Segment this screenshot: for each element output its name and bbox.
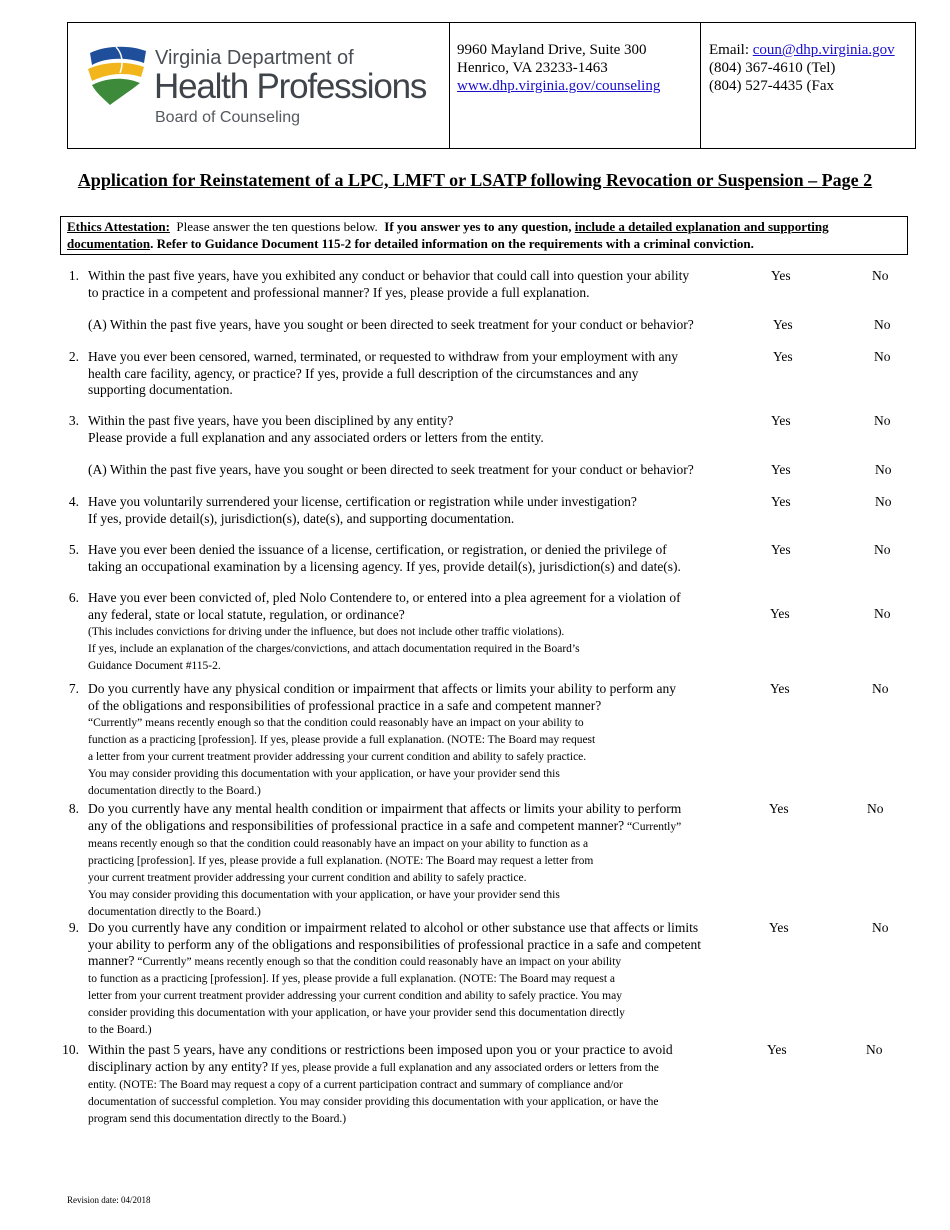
question-text	[88, 681, 738, 799]
question-line-text: manner?	[88, 953, 135, 968]
question-number: 2.	[68, 349, 79, 364]
question-line	[88, 987, 738, 1004]
question-line	[88, 748, 738, 765]
contact-block	[701, 23, 915, 148]
question-line-text: Do you currently have any mental health condition or impairment that affects or limits your ability to perform	[88, 801, 682, 816]
question-line-text: disciplinary action by any entity?	[88, 1058, 268, 1074]
question-line-text: (A) Within the past five years, have you sought or been directed to seek treatment for your conduct or behavior?	[88, 462, 694, 477]
fax-line: (804) 527-4435 (Fax	[709, 78, 834, 94]
question-line	[88, 953, 738, 970]
address-line-2: Henrico, VA 23233-1463	[457, 60, 608, 76]
question-line-text: Guidance Document #115-2.	[88, 660, 221, 672]
question-line	[88, 681, 738, 698]
question-line	[88, 782, 738, 799]
question-line	[88, 903, 738, 920]
yes-option[interactable]: Yes	[770, 681, 790, 696]
question-line	[88, 1004, 738, 1021]
no-option[interactable]: No	[875, 494, 892, 509]
question-line-text: Do you currently have any condition or impairment related to alcohol or other substance use that affects or limits	[88, 920, 699, 935]
question-line-text: documentation directly to the Board.)	[88, 785, 261, 797]
email-label: Email:	[709, 42, 753, 58]
question-line-text: means recently enough so that the condition could reasonably have an impact on your ability to function as a	[88, 837, 589, 850]
question-number: 10.	[62, 1042, 79, 1057]
question-line	[88, 1042, 738, 1059]
email-line	[709, 41, 915, 59]
question-text	[88, 317, 738, 334]
question-line-text: Have you ever been censored, warned, terminated, or requested to withdraw from your employment with any	[88, 349, 679, 364]
question-line-text: practicing [profession]. If yes, please provide a full explanation. (NOTE: The Board may request a letter from	[88, 854, 594, 867]
question-line	[88, 285, 738, 302]
question-line-note: “Currently”	[624, 820, 682, 833]
no-option[interactable]: No	[872, 920, 889, 935]
no-option[interactable]: No	[874, 606, 891, 621]
question-line-text: Do you currently have any physical condition or impairment that affects or limits your ability to perform any	[88, 681, 676, 696]
question-line	[88, 462, 738, 479]
phone-line: (804) 367-4610 (Tel)	[709, 60, 836, 76]
no-option[interactable]: No	[875, 462, 892, 477]
ethics-label: Ethics Attestation:	[67, 219, 170, 234]
dhp-logo-icon	[86, 43, 148, 107]
question-number: 9.	[68, 920, 79, 935]
ethics-bold-underlined: include a detailed explanation and supporting documentation	[67, 219, 829, 251]
logo-line-3: Board of Counseling	[155, 109, 300, 126]
no-option[interactable]: No	[874, 349, 891, 364]
yes-option[interactable]: Yes	[771, 413, 791, 428]
address-block	[450, 23, 701, 148]
question-line-text: entity. (NOTE: The Board may request a copy of a current participation contract and summary of compliance and/or	[88, 1078, 623, 1091]
question-line-text: consider providing this documentation with your application, or have your provider send this documentation directly	[88, 1007, 625, 1019]
question-line-text: letter from your current treatment provider addressing your current condition and ability to safely practice. You may	[88, 990, 622, 1002]
question-line	[88, 1021, 738, 1038]
question-line	[88, 920, 738, 937]
question-line	[88, 640, 738, 657]
letterhead	[67, 22, 916, 149]
question-line	[88, 590, 738, 607]
question-text	[88, 542, 738, 575]
question-line-text: Within the past five years, have you been disciplined by any entity?	[88, 413, 454, 428]
question-line-text: (This includes convictions for driving under the influence, but does not include other traffic violations).	[88, 626, 565, 638]
yes-option[interactable]: Yes	[771, 268, 791, 283]
question-line	[88, 852, 738, 869]
question-line-text: (A) Within the past five years, have you sought or been directed to seek treatment for your conduct or behavior?	[88, 317, 694, 332]
question-line	[88, 623, 738, 640]
yes-option[interactable]: Yes	[771, 542, 791, 557]
question-line	[88, 1076, 738, 1093]
question-line-text: You may consider providing this documentation with your application, or have your provider send this	[88, 888, 560, 901]
question-line	[88, 1110, 738, 1127]
question-text	[88, 462, 738, 479]
question-line	[88, 731, 738, 748]
question-line-text: “Currently” means recently enough so that the condition could reasonably have an impact on your ability to	[88, 717, 584, 729]
question-line	[88, 1093, 738, 1110]
question-line	[88, 1059, 738, 1076]
question-line-text: documentation directly to the Board.)	[88, 905, 261, 918]
question-line	[88, 869, 738, 886]
question-line	[88, 714, 738, 731]
question-text	[88, 268, 738, 301]
question-text	[88, 413, 738, 446]
question-text	[88, 590, 738, 674]
question-line	[88, 886, 738, 903]
question-line	[88, 494, 738, 511]
question-line-text: to practice in a competent and professional manner? If yes, please provide a full explanation.	[88, 284, 590, 300]
no-option[interactable]: No	[872, 681, 889, 696]
question-line-text: health care facility, agency, or practice? If yes, provide a full description of the circumstances and any	[88, 365, 639, 381]
question-line-text: your ability to perform any of the obligations and responsibilities of professional practice in a safe and competent	[88, 936, 701, 952]
no-option[interactable]: No	[874, 542, 891, 557]
question-line-text: If yes, provide detail(s), jurisdiction(s), date(s), and supporting documentation.	[88, 510, 515, 526]
question-line	[88, 607, 738, 624]
yes-option[interactable]: Yes	[771, 494, 791, 509]
question-line-text: to function as a practicing [profession]. If yes, please provide a full explanation. (NOTE: The Board may request a	[88, 973, 616, 985]
email-link[interactable]: coun@dhp.virginia.gov	[752, 42, 895, 58]
yes-option[interactable]: Yes	[773, 317, 793, 332]
yes-option[interactable]: Yes	[773, 349, 793, 364]
question-number: 3.	[68, 413, 79, 428]
question-line-text: Have you ever been denied the issuance of a license, certification, or registration, or denied the privilege of	[88, 542, 667, 557]
yes-option[interactable]: Yes	[769, 920, 789, 935]
question-line-text: your current treatment provider addressing your current condition and ability to safely practice.	[88, 871, 527, 884]
ethics-intro: Please answer the ten questions below.	[169, 219, 385, 234]
question-line	[88, 970, 738, 987]
no-option[interactable]: No	[874, 317, 891, 332]
question-line-text: You may consider providing this documentation with your application, or have your provider send this	[88, 768, 560, 780]
ethics-bold-1: If you answer yes to any question,	[384, 219, 575, 234]
no-option[interactable]: No	[867, 801, 884, 816]
page-title: Application for Reinstatement of a LPC, LMFT or LSATP following Revocation or Suspension – Page 2	[77, 170, 873, 190]
question-line	[88, 349, 738, 366]
question-line	[88, 382, 738, 399]
question-line-text: If yes, include an explanation of the charges/convictions, and attach documentation required in the Board’s	[88, 643, 580, 655]
question-line	[88, 430, 738, 447]
question-text	[88, 801, 738, 920]
question-line-text: Please provide a full explanation and any associated orders or letters from the entity.	[88, 429, 544, 445]
question-line-text: of the obligations and responsibilities of professional practice in a safe and competent manner?	[88, 697, 602, 713]
question-line	[88, 366, 738, 383]
question-line-note: If yes, please provide a full explanation and any associated orders or letters from the	[267, 1061, 659, 1074]
question-line	[88, 268, 738, 285]
yes-option[interactable]: Yes	[771, 462, 791, 477]
question-text	[88, 494, 738, 527]
question-line-text: Have you voluntarily surrendered your license, certification or registration while under investigation?	[88, 494, 637, 509]
revision-date: Revision date: 04/2018	[67, 1195, 151, 1205]
question-line	[88, 698, 738, 715]
question-line	[88, 559, 738, 576]
question-number: 5.	[68, 542, 79, 557]
question-text	[88, 920, 738, 1038]
question-line-text: taking an occupational examination by a licensing agency. If yes, provide detail(s), jurisdiction(s) and date(s).	[88, 558, 681, 574]
yes-option[interactable]: Yes	[770, 606, 790, 621]
question-line-text: to the Board.)	[88, 1024, 152, 1036]
logo-line-1: Virginia Department of	[155, 47, 354, 69]
ethics-bold-2: . Refer to Guidance Document 115-2 for detailed information on the requirements with a criminal conviction.	[150, 236, 754, 251]
question-line	[88, 542, 738, 559]
website-link[interactable]: www.dhp.virginia.gov/counseling	[457, 78, 661, 94]
question-line	[88, 818, 738, 835]
no-option[interactable]: No	[874, 413, 891, 428]
question-text	[88, 349, 738, 399]
question-number: 6.	[68, 590, 79, 605]
logo-line-2: Health Professions	[154, 67, 427, 106]
no-option[interactable]: No	[866, 1042, 883, 1057]
yes-option[interactable]: Yes	[767, 1042, 787, 1057]
question-number: 4.	[68, 494, 79, 509]
question-line-text: a letter from your current treatment provider addressing your current condition and ability to safely practice.	[88, 751, 587, 763]
question-line-text: function as a practicing [profession]. If yes, please provide a full explanation. (NOTE: The Board may request	[88, 734, 596, 746]
question-line	[88, 835, 738, 852]
question-line-text: any federal, state or local statute, regulation, or ordinance?	[88, 606, 405, 622]
question-line-text: Within the past 5 years, have any conditions or restrictions been imposed upon you or your practice to avoid	[88, 1042, 673, 1057]
question-line	[88, 317, 738, 334]
question-line-text: any of the obligations and responsibilities of professional practice in a safe and competent manner?	[88, 817, 625, 833]
question-line-text: Have you ever been convicted of, pled Nolo Contendere to, or entered into a plea agreement for a violation of	[88, 590, 681, 605]
question-line	[88, 657, 738, 674]
question-line-note: “Currently” means recently enough so that the condition could reasonably have an impact on your ability	[134, 956, 622, 968]
logo-block	[68, 23, 450, 148]
question-number: 8.	[68, 801, 79, 816]
question-line	[88, 937, 738, 954]
question-line-text: program send this documentation directly to the Board.)	[88, 1112, 347, 1125]
yes-option[interactable]: Yes	[769, 801, 789, 816]
question-line-text: supporting documentation.	[88, 382, 233, 397]
no-option[interactable]: No	[872, 268, 889, 283]
question-line-text: documentation of successful completion. You may consider providing this documentation with your application, or have the	[88, 1095, 659, 1108]
ethics-attestation-box	[60, 216, 908, 255]
question-line	[88, 801, 738, 818]
address-line-1: 9960 Mayland Drive, Suite 300	[457, 42, 647, 58]
question-line	[88, 765, 738, 782]
question-number: 1.	[68, 268, 79, 283]
question-number: 7.	[68, 681, 79, 696]
question-line-text: Within the past five years, have you exhibited any conduct or behavior that could call into question your ability	[88, 268, 690, 283]
question-line	[88, 511, 738, 528]
question-text	[88, 1042, 738, 1127]
question-line	[88, 413, 738, 430]
